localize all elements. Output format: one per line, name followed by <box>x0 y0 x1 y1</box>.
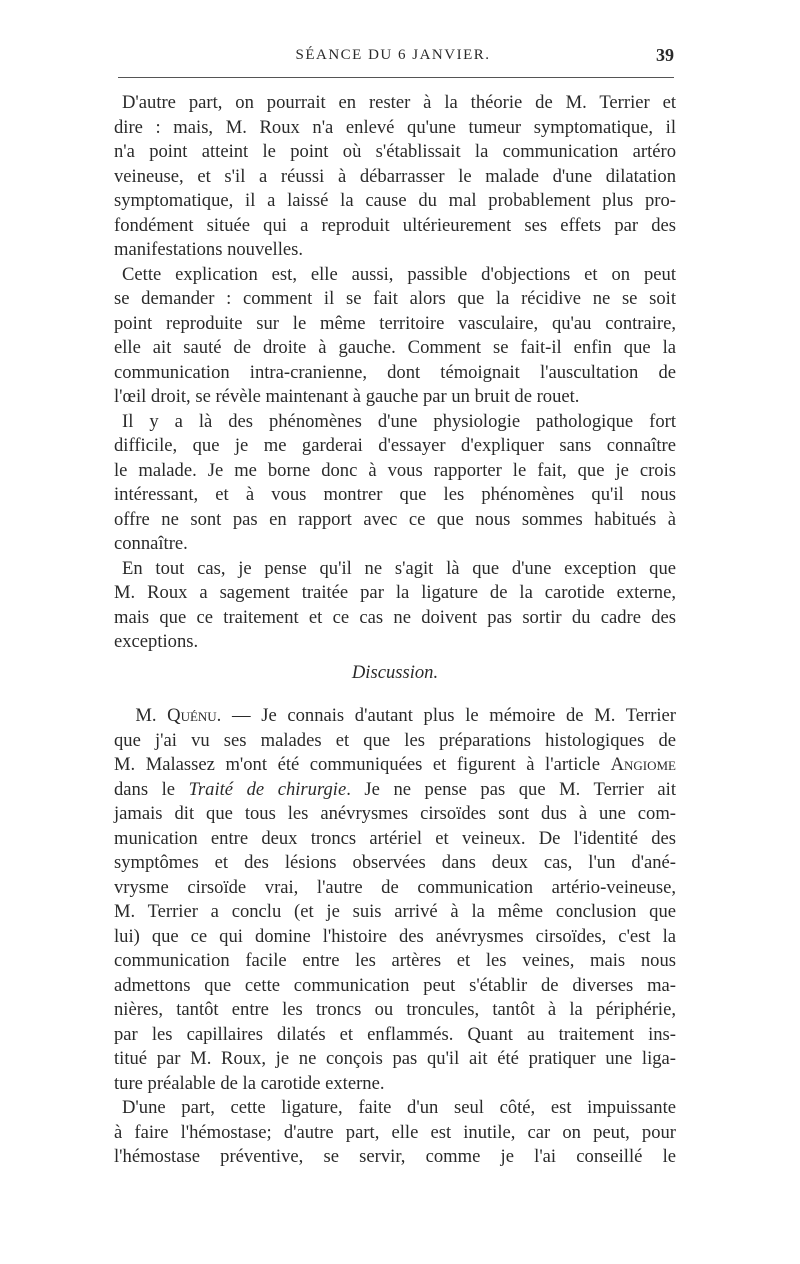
text-line: symptomatique, il a laissé la cause du mal probablement plus pro- <box>114 190 676 211</box>
paragraph-5-line: que j'ai vu ses malades et que les préparations histologiques de <box>114 729 676 751</box>
text-line: En tout cas, je pense qu'il ne s'agit là que d'une exception que <box>122 557 676 579</box>
paragraph-5-line <box>114 753 676 778</box>
paragraph-5-text: dans le <box>114 778 189 800</box>
text-line: D'autre part, on pourrait en rester à la théorie de M. Terrier et <box>122 92 676 113</box>
paragraph-3 <box>114 410 676 557</box>
body-text <box>114 91 676 1170</box>
text-line: le malade. Je me borne donc à vous rapporter le fait, que je crois <box>114 459 676 481</box>
text-line: nières, tantôt entre les troncs ou troncules, tantôt à la périphérie, <box>114 999 676 1020</box>
text-line: Cette explication est, elle aussi, passible d'objections et on peut <box>122 263 676 285</box>
text-line: offre ne sont pas en rapport avec ce que nous sommes habitués à <box>114 508 676 530</box>
paragraph-5-line <box>114 704 676 729</box>
text-line: communication facile entre les artères et les veines, mais nous <box>114 950 676 971</box>
running-title: SÉANCE DU 6 JANVIER. <box>295 47 491 63</box>
text-line: elle ait sauté de droite à gauche. Comment se fait-il enfin que la <box>114 337 676 358</box>
text-line: veineuse, et s'il a réussi à débarrasser le malade d'une dilatation <box>114 165 676 187</box>
paragraph-5-text: M. Malassez m'ont été communiquées et figurent à l'article <box>114 754 611 775</box>
paragraph-5-text: — Je connais d'autant plus le mémoire de M. Terrier <box>221 705 676 726</box>
running-head <box>112 47 674 71</box>
text-line: à faire l'hémostase; d'autre part, elle est inutile, car on peut, pour <box>114 1121 676 1143</box>
text-line: n'a point atteint le point où s'établissait la communication artéro <box>114 141 676 162</box>
paragraph-6 <box>114 1096 676 1170</box>
text-line: l'œil droit, se révèle maintenant à gauche par un bruit de rouet. <box>114 386 580 407</box>
section-title: Discussion. <box>351 661 439 683</box>
text-line: vrysme cirsoïde vrai, l'autre de communication artério-veineuse, <box>114 876 676 898</box>
paragraph-1 <box>114 91 676 263</box>
text-line: mais que ce traitement et ce cas ne doivent pas sortir du cadre des <box>114 606 676 628</box>
text-line: connaître. <box>114 533 188 554</box>
text-line: l'hémostase préventive, se servir, comme je l'ai conseillé le <box>114 1146 676 1167</box>
paragraph-5 <box>114 704 676 1096</box>
paragraph-2 <box>114 263 676 410</box>
paragraph-5-text: . Je ne pense pas que M. Terrier ait <box>346 778 676 800</box>
text-line: lui) que ce qui domine l'histoire des anévrysmes cirsoïdes, c'est la <box>114 925 676 947</box>
text-line: dire : mais, M. Roux n'a enlevé qu'une tumeur symptomatique, il <box>114 116 676 138</box>
text-line: manifestations nouvelles. <box>114 239 303 260</box>
text-line: M. Roux a sagement traitée par la ligature de la carotide externe, <box>114 582 676 603</box>
text-line: ture préalable de la carotide externe. <box>114 1072 385 1094</box>
text-line: difficile, que je me garderai d'essayer d'expliquer sans connaître <box>114 435 676 456</box>
article-title: Angiome <box>610 754 676 775</box>
text-line: communication intra-cranienne, dont témoignait l'auscultation de <box>114 361 676 383</box>
text-line: D'une part, cette ligature, faite d'un seul côté, est impuissante <box>122 1097 676 1118</box>
text-line: exceptions. <box>114 631 199 652</box>
text-line: par les capillaires dilatés et enflammés. Quant au traitement ins- <box>114 1023 676 1045</box>
paragraph-5-line <box>114 778 676 803</box>
text-line: intéressant, et à vous montrer que les phénomènes qu'il nous <box>114 484 676 505</box>
header-rule <box>118 77 674 78</box>
text-line: munication entre deux troncs artériel et veineux. De l'identité des <box>114 827 676 849</box>
text-line: point reproduite sur le même territoire vasculaire, qu'au contraire, <box>114 312 676 334</box>
book-title: Traité de chirurgie <box>188 778 347 800</box>
paragraph-4 <box>114 557 676 655</box>
text-line: M. Terrier a conclu (et je suis arrivé à la même conclusion que <box>114 901 676 922</box>
text-line: admettons que cette communication peut s'établir de diverses ma- <box>114 974 676 996</box>
paragraph-5-rest <box>114 802 676 1096</box>
text-line: titué par M. Roux, je ne conçois pas qu'il ait été pratiquer une liga- <box>114 1048 676 1069</box>
text-line: Il y a là des phénomènes d'une physiologie pathologique fort <box>122 410 676 432</box>
text-line: fondément située qui a reproduit ultérieurement ses effets par des <box>114 214 676 236</box>
text-line: jamais dit que tous les anévrysmes cirsoïdes sont dus à une com- <box>114 803 676 824</box>
page-number: 39 <box>656 45 674 65</box>
text-line: symptômes et des lésions observées dans deux cas, l'un d'ané- <box>114 852 676 873</box>
speaker-name: M. Quénu. <box>135 705 222 726</box>
text-line: se demander : comment il se fait alors que la récidive ne se soit <box>114 288 676 309</box>
